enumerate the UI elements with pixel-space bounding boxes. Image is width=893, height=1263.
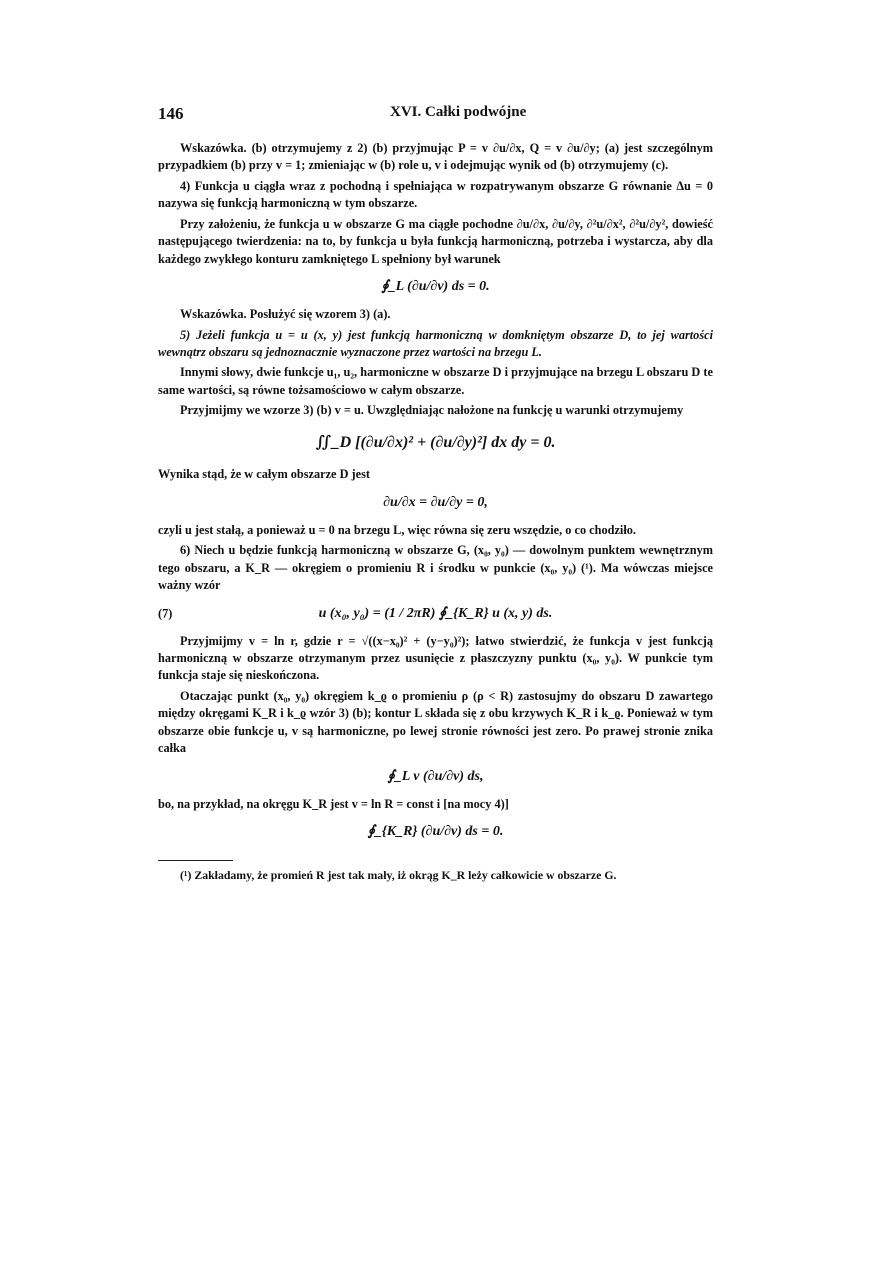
paragraph-hint-1: Wskazówka. (b) otrzymujemy z 2) (b) przyjmując P = v ∂u/∂x, Q = v ∂u/∂y; (a) jest szczególnym przypadkiem (b) przy v = 1; zmieniając w (b) role u, v i odejmując wynik od (b) otrzymujemy (c). xyxy=(158,141,713,173)
page-number: 146 xyxy=(158,104,184,123)
formula-normal-derivative-integral: ∮_L (∂u/∂ν) ds = 0. xyxy=(381,279,490,295)
paragraph-6-proof-1: Przyjmijmy v = ln r, gdzie r = √((x−x₀)² + (y−y₀)²); łatwo stwierdzić, że funkcja v jest funkcją harmoniczną w obszarze otrzymanym przez usunięcie z płaszczyzny punktu (x₀, y₀). W punkcie tym funkcja staje się nieskończona. xyxy=(158,633,713,683)
formula-zero-derivatives: ∂u/∂x = ∂u/∂y = 0, xyxy=(383,494,488,510)
formula-double-integral: ∬_D [(∂u/∂x)² + (∂u/∂y)²] dx dy = 0. xyxy=(315,433,556,451)
paragraph-conclusion: czyli u jest stałą, a ponieważ u = 0 na brzegu L, więc równa się zeru wszędzie, o co chodziło. xyxy=(158,522,636,537)
paragraph-5-proof: Przyjmijmy we wzorze 3) (b) v = u. Uwzględniając nałożone na funkcję u warunki otrzymujemy xyxy=(180,403,684,418)
paragraph-6-proof-2: Otaczając punkt (x₀, y₀) okręgiem k_ϱ o promieniu ρ (ρ < R) zastosujmy do obszaru D zawartego między okręgami K_R i k_ϱ wzór 3) (b); kontur L składa się z obu krzywych K_R i k_ϱ. Ponieważ w tym obszarze obie funkcje u, v są harmoniczne, po lewej stronie równości jest zero. Po prawej stronie znika całka xyxy=(158,688,713,756)
equation-number: (7) xyxy=(158,605,173,620)
paragraph-6-statement: 6) Niech u będzie funkcją harmoniczną w obszarze G, (x₀, y₀) — dowolnym punktem wewnętrznym tego obszaru, a K_R — okręgiem o promieniu R i środku w punkcie (x₀, y₀) (¹). Ma wówczas miejsce ważny wzór xyxy=(158,543,713,593)
paragraph-5-theorem: 5) Jeżeli funkcja u = u (x, y) jest funkcją harmoniczną w domkniętym obszarze D, to jej wartości wewnątrz obszaru są jednoznacznie wyznaczone przez wartości na brzegu L. xyxy=(158,327,713,359)
formula-vanishing-integral: ∮_L v (∂u/∂ν) ds, xyxy=(387,768,484,784)
paragraph-hint-2: Wskazówka. Posłużyć się wzorem 3) (a). xyxy=(180,307,391,322)
paragraph-conclusion-intro: Wynika stąd, że w całym obszarze D jest xyxy=(158,467,370,482)
paragraph-5-restatement: Innymi słowy, dwie funkcje u₁, u₂, harmoniczne w obszarze D i przyjmujące na brzegu L obszaru D te same wartości, są równe tożsamościowo w całym obszarze. xyxy=(158,365,713,397)
running-head: XVI. Całki podwójne xyxy=(390,104,527,120)
page-header xyxy=(158,104,718,126)
paragraph-4-definition: 4) Funkcja u ciągła wraz z pochodną i spełniająca w rozpatrywanym obszarze G równanie Δu = 0 nazywa się funkcją harmoniczną w tym obszarze. xyxy=(158,178,713,211)
footnote: (¹) Zakładamy, że promień R jest tak mały, iż okrąg K_R leży całkowicie w obszarze G. xyxy=(180,867,617,882)
paragraph-6-proof-3: bo, na przykład, na okręgu K_R jest v = ln R = const i [na mocy 4)] xyxy=(158,796,509,811)
footnote-divider xyxy=(158,860,233,861)
formula-mean-value xyxy=(158,604,713,624)
formula-circle-integral: ∮_{K_R} (∂u/∂ν) ds = 0. xyxy=(367,824,504,839)
paragraph-4-theorem: Przy założeniu, że funkcja u w obszarze G ma ciągłe pochodne ∂u/∂x, ∂u/∂y, ∂²u/∂x², ∂²u/∂y², dowieść następującego twierdzenia: na to, by funkcja u była funkcją harmoniczną, potrzeba i wystarcza, aby dla każdego zwykłego konturu zamkniętego L spełniony był warunek xyxy=(158,216,713,266)
formula-mean-value-body: u (x₀, y₀) = (1 / 2πR) ∮_{K_R} u (x, y) ds. xyxy=(318,605,553,621)
page-body xyxy=(158,140,713,887)
